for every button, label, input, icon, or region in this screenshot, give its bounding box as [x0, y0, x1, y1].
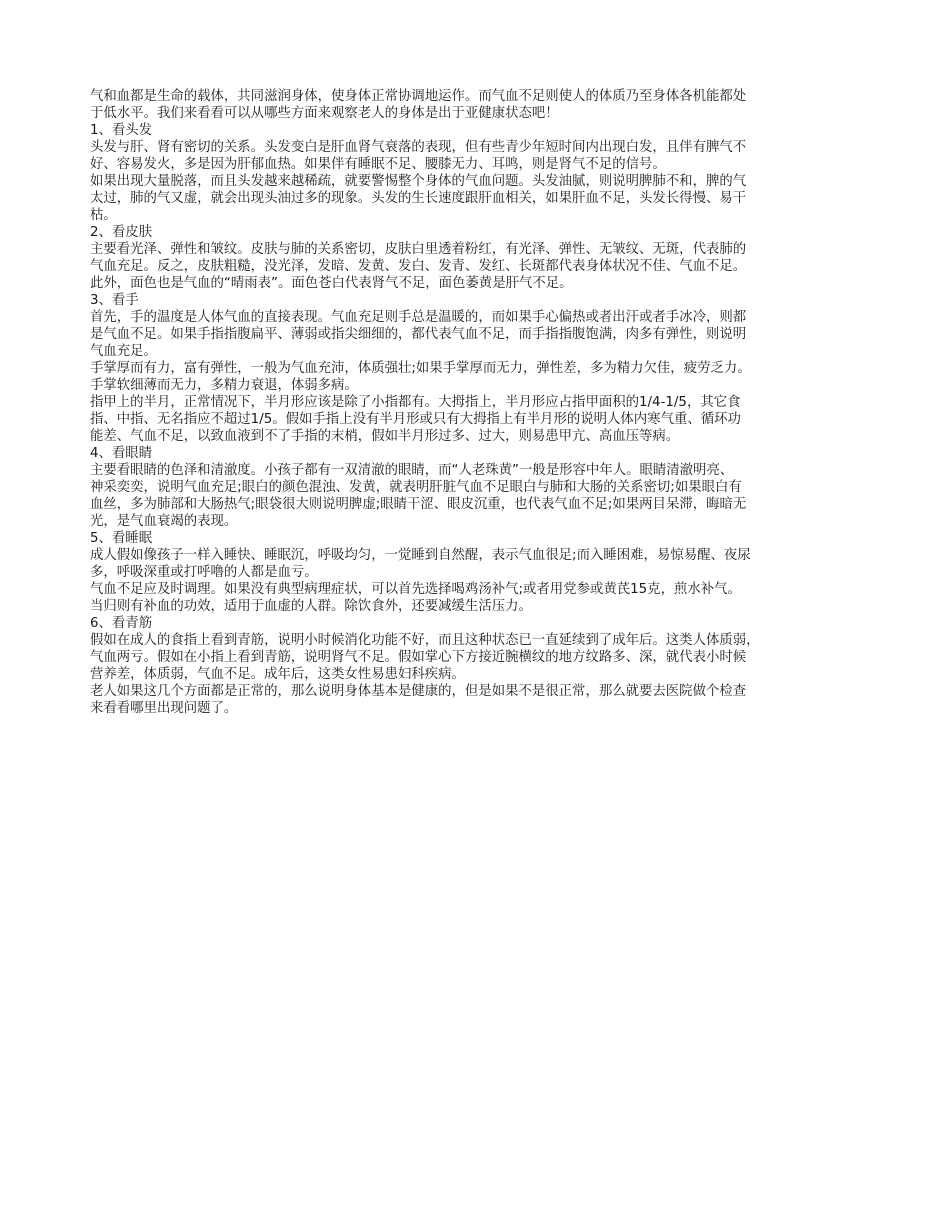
text-line: 气血不足应及时调理。如果没有典型病理症状，可以首先选择喝鸡汤补气;或者用党参或黄芪15克，煎水补气。: [90, 582, 741, 597]
text-line: 主要看光泽、弹性和皱纹。皮肤与肺的关系密切，皮肤白里透着粉红，有光泽、弹性、无皱纹、无斑，代表肺的: [90, 242, 747, 257]
text-line: 此外，面色也是气血的“晴雨表”。面色苍白代表肾气不足，面色萎黄是肝气不足。: [90, 276, 573, 291]
section-hands: [90, 292, 862, 445]
section-heading: 3、看手: [90, 293, 139, 308]
text-line: 来看看哪里出现问题了。: [90, 701, 238, 716]
section-eyes: [90, 445, 862, 530]
section-hair: [90, 122, 862, 224]
section-heading: 5、看睡眠: [90, 531, 153, 546]
text-line: 主要看眼睛的色泽和清澈度。小孩子都有一双清澈的眼睛，而“人老珠黄”一般是形容中年人。眼睛清澈明亮、: [90, 463, 734, 478]
text-line: 多，呼吸深重或打呼噜的人都是血亏。: [90, 565, 318, 580]
text-line: 气血充足。: [90, 344, 157, 359]
text-line: 如果出现大量脱落，而且头发越来越稀疏，就要警惕整个身体的气血问题。头发油腻，则说明脾肺不和，脾的气: [90, 174, 747, 189]
text-line: 指甲上的半月，正常情况下，半月形应该是除了小指都有。大拇指上，半月形应占指甲面积的1/4-1/5，其它食: [90, 395, 741, 410]
text-line: 太过，肺的气又虚，就会出现头油过多的现象。头发的生长速度跟肝血相关，如果肝血不足，头发长得慢、易干: [90, 191, 747, 206]
text-line: 成人假如像孩子一样入睡快、睡眠沉，呼吸均匀，一觉睡到自然醒，表示气血很足;而入睡困难，易惊易醒、夜尿: [90, 548, 751, 563]
text-line: 是气血不足。如果手指指腹扁平、薄弱或指尖细细的，都代表气血不足，而手指指腹饱满，肉多有弹性，则说明: [90, 327, 747, 342]
paragraph: [90, 139, 862, 173]
text-line: 假如在成人的食指上看到青筋，说明小时候消化功能不好，而且这种状态已一直延续到了成年后。这类人体质弱，: [90, 633, 760, 648]
paragraph: [90, 581, 862, 615]
text-line: 当归则有补血的功效，适用于血虚的人群。除饮食外，还要减缓生活压力。: [90, 599, 532, 614]
text-line: 手掌软细薄而无力，多精力衰退，体弱多病。: [90, 378, 358, 393]
section-heading: 2、看皮肤: [90, 225, 153, 240]
paragraph: [90, 394, 862, 445]
text-line: 枯。: [90, 208, 117, 223]
section-heading: 6、看青筋: [90, 616, 153, 631]
text-line: 气血两亏。假如在小指上看到青筋，说明肾气不足。假如掌心下方接近腕横纹的地方纹路多、深，就代表小时候: [90, 650, 747, 665]
text-line: 指、中指、无名指应不超过1/5。假如手指上没有半月形或只有大拇指上有半月形的说明人体内寒气重、循环功: [90, 412, 741, 427]
section-skin: [90, 224, 862, 292]
paragraph: [90, 360, 862, 394]
section-sleep: [90, 530, 862, 615]
paragraph: [90, 173, 862, 224]
text-line: 好、容易发火，多是因为肝郁血热。如果伴有睡眠不足、腰膝无力、耳鸣，则是肾气不足的信号。: [90, 157, 666, 172]
paragraph: [90, 462, 862, 530]
text-line: 头发与肝、肾有密切的关系。头发变白是肝血肾气衰落的表现，但有些青少年短时间内出现白发，且伴有脾气不: [90, 140, 747, 155]
paragraph: [90, 241, 862, 292]
text-line: 于低水平。我们来看看可以从哪些方面来观察老人的身体是出于亚健康状态吧！: [90, 106, 559, 121]
conclusion-paragraph: [90, 683, 862, 717]
text-line: 气和血都是生命的载体，共同滋润身体，使身体正常协调地运作。而气血不足则使人的体质乃至身体各机能都处: [90, 89, 747, 104]
section-veins: [90, 615, 862, 683]
text-line: 光，是气血衰竭的表现。: [90, 514, 238, 529]
text-line: 气血充足。反之，皮肤粗糙，没光泽，发暗、发黄、发白、发青、发红、长斑都代表身体状况不佳、气血不足。: [90, 259, 747, 274]
paragraph: [90, 632, 862, 683]
text-line: 营养差，体质弱，气血不足。成年后，这类女性易患妇科疾病。: [90, 667, 465, 682]
text-line: 血丝，多为肺部和大肠热气;眼袋很大则说明脾虚;眼睛干涩、眼皮沉重，也代表气血不足;如果两目呆滞，晦暗无: [90, 497, 747, 512]
text-line: 手掌厚而有力，富有弹性，一般为气血充沛，体质强壮;如果手掌厚而无力，弹性差，多为精力欠佳，疲劳乏力。: [90, 361, 751, 376]
section-heading: 4、看眼睛: [90, 446, 153, 461]
text-line: 神采奕奕，说明气血充足;眼白的颜色混浊、发黄，就表明肝脏气血不足眼白与肺和大肠的关系密切;如果眼白有: [90, 480, 742, 495]
section-heading: 1、看头发: [90, 123, 153, 138]
text-line: 老人如果这几个方面都是正常的，那么说明身体基本是健康的，但是如果不是很正常，那么就要去医院做个检查: [90, 684, 747, 699]
intro-paragraph: [90, 88, 862, 122]
text-line: 首先，手的温度是人体气血的直接表现。气血充足则手总是温暖的，而如果手心偏热或者出汗或者手冰冷，则都: [90, 310, 747, 325]
paragraph: [90, 547, 862, 581]
paragraph: [90, 309, 862, 360]
text-line: 能差、气血不足，以致血液到不了手指的末梢，假如半月形过多、过大，则易患甲亢、高血压等病。: [90, 429, 680, 444]
